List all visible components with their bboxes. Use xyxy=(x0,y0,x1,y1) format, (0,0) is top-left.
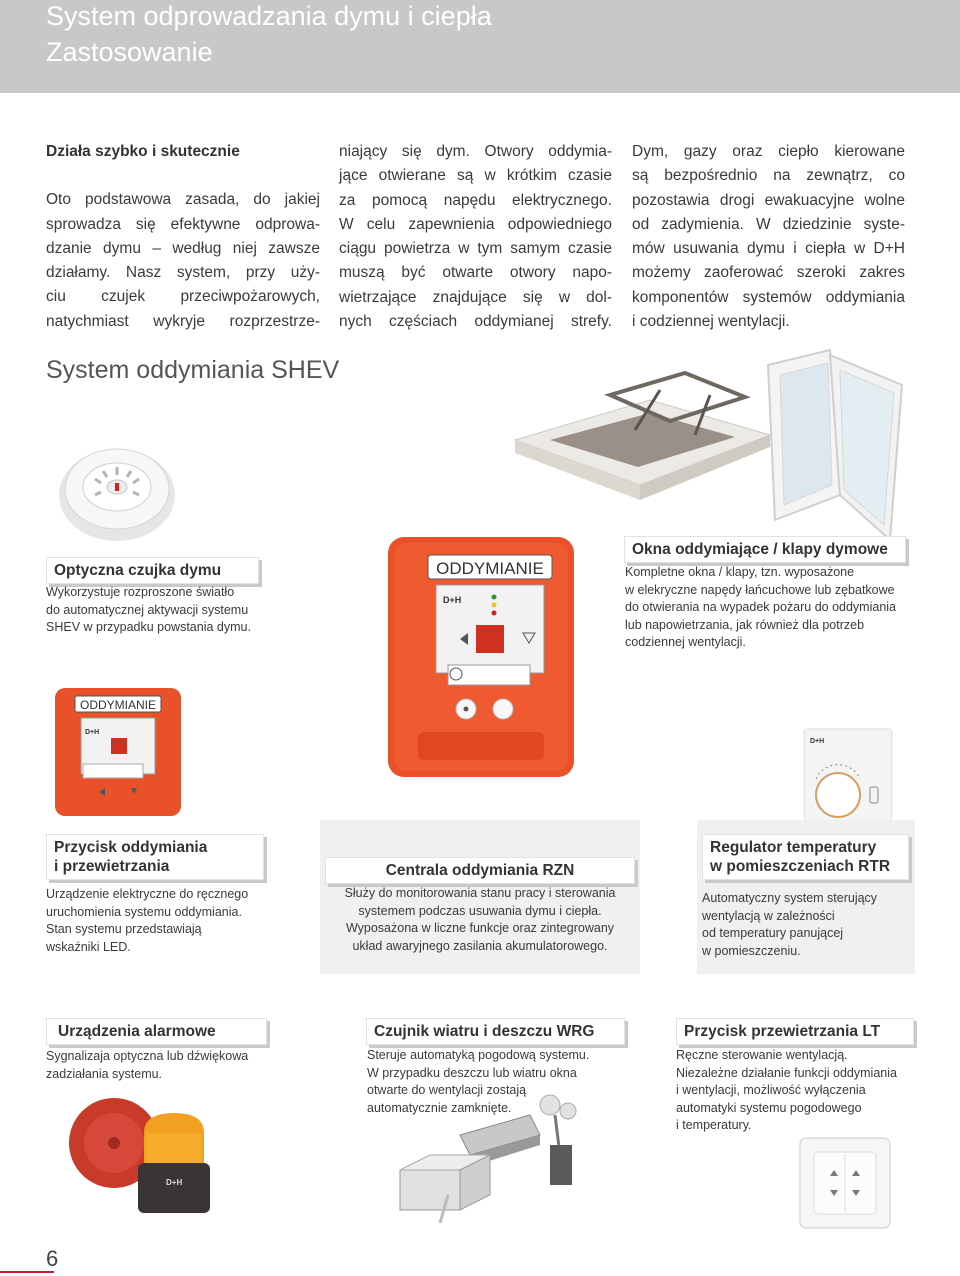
temperature-regulator-image xyxy=(804,729,892,821)
intro-col1-line: dzanie dymu – według niej zawsze xyxy=(46,239,320,257)
intro-col2-line: muszą być otwarte otwory napo- xyxy=(339,264,612,282)
central-title: Centrala oddymiania RZN xyxy=(385,862,575,879)
intro-col2-line: jące otwierane są w krótkim czasie xyxy=(339,167,612,185)
page-title-line2: Zastosowanie xyxy=(46,37,213,67)
page-number: 6 xyxy=(46,1246,59,1271)
desc-line: wskaźniki LED. xyxy=(46,939,131,954)
smoke-button-image xyxy=(55,688,181,816)
regulator-title-box xyxy=(702,834,909,880)
intro-col2-line: za pomocą napędu elektrycznego. xyxy=(339,191,612,209)
intro-col2-line: niający się dym. Otwory oddymia- xyxy=(339,143,612,160)
desc-line: systemem podczas usuwania dymu i ciepła. xyxy=(358,903,602,918)
lt-title-box xyxy=(676,1018,914,1045)
desc-line: codziennej wentylacji. xyxy=(625,635,746,649)
intro-col3-line: pozostawia drogi ewakuacyjne wolne xyxy=(632,191,905,209)
alarms-title: Urządzenia alarmowe xyxy=(58,1023,216,1040)
intro-col2-line: W celu zapewnienia odpowiedniego xyxy=(339,215,612,233)
desc-line: w elekryczne napędy łańcuchowe lub zębatkowe xyxy=(625,582,895,597)
desc-line: do automatycznej aktywacji systemu xyxy=(46,602,249,617)
desc-line: Wykorzystuje rozproszone światło xyxy=(46,585,235,599)
intro-col3-line: komponentów systemów oddymiania xyxy=(632,288,905,306)
desc-line: W przypadku deszczu lub wiatru okna xyxy=(367,1065,577,1080)
desc-line: od temperatury panującej xyxy=(702,926,844,940)
desc-line: Urządzenie elektryczne do ręcznego xyxy=(46,887,249,901)
desc-line: Stan systemu przedstawiają xyxy=(46,922,202,936)
intro-col1-line: Oto podstawowa zasada, do jakiej xyxy=(46,191,320,209)
intro-column-3 xyxy=(632,140,905,334)
detector-description xyxy=(46,584,251,637)
lt-description xyxy=(676,1047,897,1135)
desc-line: w pomieszczeniu. xyxy=(702,943,801,958)
desc-line: Kompletne okna / klapy, tzn. wyposażone xyxy=(625,565,855,579)
intro-col2-line: nych częściach oddymianej strefy. xyxy=(339,313,612,331)
desc-line: wentylacją w zależności xyxy=(702,908,835,923)
regulator-description xyxy=(702,890,877,960)
alarms-title-box xyxy=(46,1018,267,1045)
wind-rain-sensor-image xyxy=(400,1085,590,1225)
desc-line: Automatyczny system sterujący xyxy=(702,891,878,905)
windows-title: Okna oddymiające / klapy dymowe xyxy=(632,541,888,558)
intro-col1-line: natychmiast wykryje rozprzestrze- xyxy=(46,312,320,330)
intro-col2-line: ciągu powietrza w tym samym czasie xyxy=(339,240,612,258)
button-title-line1: Przycisk oddymiania xyxy=(54,839,208,856)
lt-title: Przycisk przewietrzania LT xyxy=(684,1023,881,1040)
desc-line: i wentylacji, możliwość wyłączenia xyxy=(676,1083,866,1097)
windows-description xyxy=(625,564,896,652)
alarm-brand-label: D+H xyxy=(166,1178,183,1187)
desc-line: Wyposażona w liczne funkcje oraz zintegrowany xyxy=(345,921,615,935)
intro-col3-line: i codziennej wentylacji. xyxy=(632,313,790,331)
page-title-line1: System odprowadzania dymu i ciepła xyxy=(46,1,492,31)
desc-line: otwarte do wentylacji zostają xyxy=(367,1083,527,1097)
desc-line: układ awaryjnego zasilania akumulatorowego. xyxy=(352,938,608,953)
intro-col3-line: Dym, gazy oraz ciepło kierowane xyxy=(632,143,905,160)
intro-col3-line: mów usuwania dymu i ciepła w D+H xyxy=(632,240,905,258)
button-description xyxy=(46,886,248,956)
central-oddymianie-label: ODDYMIANIE xyxy=(436,559,544,578)
desc-line: lub napowietrzania, jak również dla potrzeb xyxy=(625,617,865,632)
page-number-underline xyxy=(0,1271,54,1273)
desc-line: automatycznie zamknięte. xyxy=(367,1100,512,1115)
wind-title-box xyxy=(366,1018,625,1045)
windows-title-box xyxy=(624,536,906,563)
intro-col1-line: ciu czujek przeciwpożarowych, xyxy=(46,288,320,306)
intro-column-2 xyxy=(339,140,612,334)
alarm-devices-image xyxy=(64,1093,224,1223)
ventilation-switch-image xyxy=(800,1138,890,1228)
intro-col3-line: możemy zaoferować szeroki zakres xyxy=(632,264,905,282)
central-rzn-image xyxy=(388,537,574,777)
desc-line: zadziałania systemu. xyxy=(46,1066,163,1081)
central-title-box xyxy=(325,857,635,884)
desc-line: Niezależne działanie funkcji oddymiania xyxy=(676,1065,897,1080)
alarms-description xyxy=(46,1048,248,1083)
smoke-vent-windows-image xyxy=(510,345,910,545)
regulator-brand-label: D+H xyxy=(810,738,825,745)
button-oddymianie-label: ODDYMIANIE xyxy=(79,698,157,712)
button-title-line2: i przewietrzania xyxy=(54,858,170,875)
desc-line: Sygnalizaja optyczna lub dźwiękowa xyxy=(46,1049,249,1063)
desc-line: uruchomienia systemu oddymiania. xyxy=(46,904,242,919)
central-brand-label: D+H xyxy=(443,595,462,605)
desc-line: SHEV w przypadku powstania dymu. xyxy=(46,620,251,634)
regulator-title-line1: Regulator temperatury xyxy=(710,839,877,856)
intro-col2-line: wietrzające znajdujące się w dol- xyxy=(339,288,612,306)
central-description xyxy=(324,885,636,955)
desc-line: do otwierania na wypadek pożaru do oddymiania xyxy=(625,600,897,614)
wind-title: Czujnik wiatru i deszczu WRG xyxy=(374,1023,595,1040)
desc-line: Służy do monitorowania stanu pracy i sterowania xyxy=(344,886,616,900)
button-title-box xyxy=(46,834,264,880)
section-title: System oddymiania SHEV xyxy=(46,356,340,384)
intro-col1-line: sprowadza się efektywne odprowa- xyxy=(46,215,320,233)
intro-col1-line: działamy. Nasz system, przy uży- xyxy=(46,264,320,282)
button-brand-label: D+H xyxy=(85,729,100,736)
regulator-title-line2: w pomieszczeniach RTR xyxy=(710,858,891,875)
page-title xyxy=(46,0,492,70)
intro-heading: Działa szybko i skutecznie xyxy=(46,143,240,160)
page-header xyxy=(0,0,960,93)
desc-line: Steruje automatyką pogodową systemu. xyxy=(367,1048,590,1062)
intro-col3-line: są bezpośrednio na zewnątrz, co xyxy=(632,167,905,185)
desc-line: automatyki systemu pogodowego xyxy=(676,1100,862,1115)
intro-col3-line: od zadymienia. W dziedzinie syste- xyxy=(632,215,905,233)
detector-title-box xyxy=(46,557,259,584)
desc-line: Ręczne sterowanie wentylacją. xyxy=(676,1048,848,1062)
desc-line: i temperatury. xyxy=(676,1118,752,1132)
detector-title: Optyczna czujka dymu xyxy=(54,562,222,579)
intro-column-1 xyxy=(46,140,320,334)
smoke-detector-image xyxy=(55,435,175,545)
